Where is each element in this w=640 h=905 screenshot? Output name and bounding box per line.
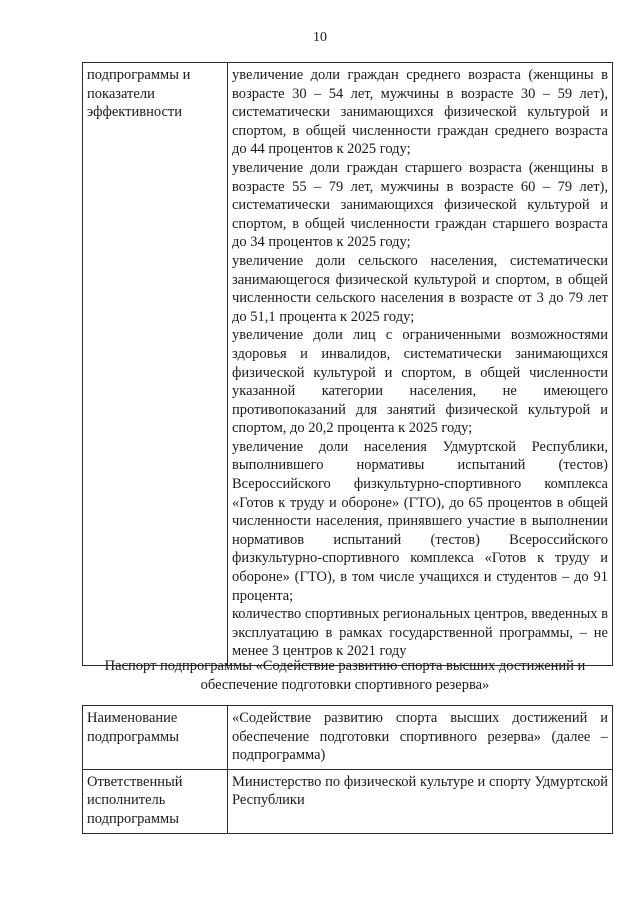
indicator-rural-population: увеличение доли сельского населения, систематически занимающегося физической культурой и спортом, в общей численности сельского населения в возрасте от 3 до 79 лет до 51,1 процента к 2025 году; [232, 252, 608, 325]
indicator-sport-centers: количество спортивных региональных центров, введенных в эксплуатацию в рамках государственной программы, – не менее 3 центров к 2021 году [232, 606, 608, 660]
subprogram-name-label: Наименование подпрограммы [83, 706, 228, 770]
indicator-middle-age: увеличение доли граждан среднего возраста (женщины в возрасте 30 – 54 лет, мужчины в возрасте 30 – 59 лет), систематически занимающихся физической культурой и спортом, в общей численности граждан среднего возраста до 44 процентов к 2025 году; [232, 67, 608, 158]
subprogram-passport-table [82, 705, 613, 834]
table-row [83, 706, 613, 770]
subprogram-indicators-table [82, 62, 613, 666]
subprogram-name-value: «Содействие развитию спорта высших достижений и обеспечение подготовки спортивного резерва» (далее – подпрограмма) [228, 706, 613, 770]
table-row [83, 63, 613, 666]
section-heading: Паспорт подпрограммы «Содействие развитию спорта высших достижений и обеспечение подготовки спортивного резерва» [104, 658, 586, 693]
responsible-executor-label: Ответственный исполнитель подпрограммы [83, 769, 228, 833]
indicator-gto-norms: увеличение доли населения Удмуртской Республики, выполнившего нормативы испытаний (тестов) Всероссийского физкультурно-спортивного комплекса «Готов к труду и обороне» (ГТО), до 65 процентов в общей численности населения, принявшего участие в выполнении нормативов испытаний (тестов) Всероссийского физкультурно-спортивного комплекса «Готов к труду и обороне» (ГТО), в том числе учащихся и студентов – до 91 процента; [232, 438, 608, 604]
indicator-older-age: увеличение доли граждан старшего возраста (женщины в возрасте 55 – 79 лет, мужчины в возрасте 60 – 79 лет), систематически занимающихся физической культурой и спортом, в общей численности граждан старшего возраста до 34 процентов к 2025 году; [232, 159, 608, 251]
page-number: 10 [313, 30, 327, 45]
indicators-content-cell [228, 63, 613, 666]
table-row [83, 769, 613, 833]
indicator-disabled-persons: увеличение доли лиц с ограниченными возможностями здоровья и инвалидов, систематически занимающихся физической культурой и спортом, в общей численности указанной категории населения, не имеющего противопоказаний для занятий физической культурой и спортом, до 20,2 процента к 2025 году; [232, 327, 608, 437]
responsible-executor-value: Министерство по физической культуре и спорту Удмуртской Республики [228, 769, 613, 833]
indicators-label-cell: подпрограммы и показатели эффективности [83, 63, 228, 666]
